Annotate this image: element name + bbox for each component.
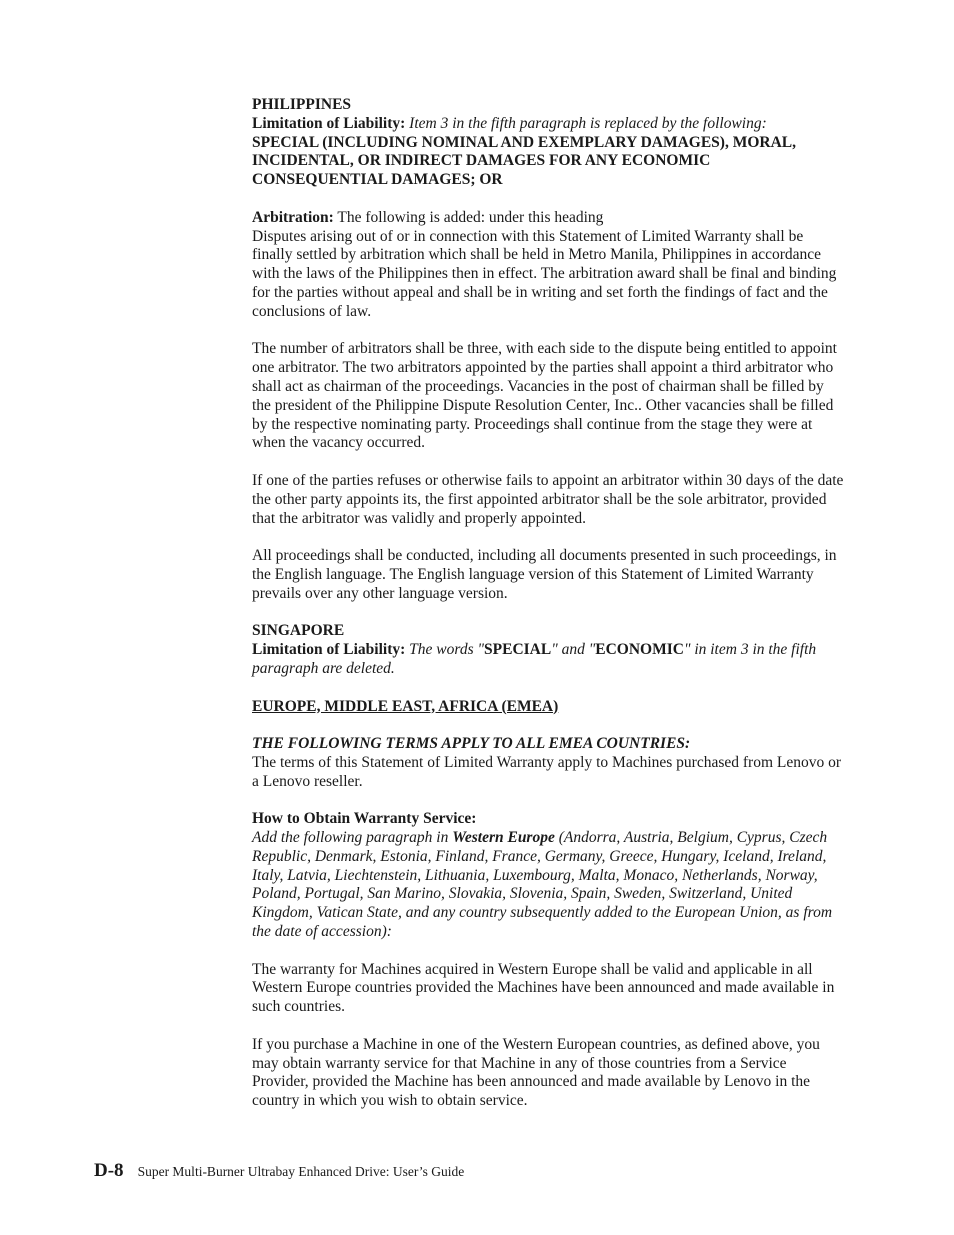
singapore-word-special: SPECIAL bbox=[484, 641, 552, 659]
footer-title: Super Multi-Burner Ultrabay Enhanced Drive: User’s Guide bbox=[137, 1164, 465, 1179]
emea-paragraph-1: The warranty for Machines acquired in Western Europe shall be valid and applicable in all Western Europe countries provided the Machines have been announced and made available in such countries. bbox=[252, 960, 835, 1016]
western-europe-term: Western Europe bbox=[452, 829, 555, 847]
page-number: D-8 bbox=[94, 1160, 124, 1181]
page-content bbox=[252, 96, 844, 1130]
singapore-text-2: " and " bbox=[551, 641, 596, 659]
arbitration-paragraph-3: If one of the parties refuses or otherwise fails to appoint an arbitrator within 30 days of the date the other party appoints its, the first appointed arbitrator shall be the sole arbitrator, provided that the arbitrator was validly and properly appointed. bbox=[252, 471, 844, 527]
arbitration-label: Arbitration: bbox=[252, 208, 334, 226]
warranty-service-heading: How to Obtain Warranty Service: bbox=[252, 810, 477, 828]
limitation-bold-text: SPECIAL (INCLUDING NOMINAL AND EXEMPLARY DAMAGES), MORAL, INCIDENTAL, OR INDIRECT DAMAGES FOR ANY ECONOMIC CONSEQUENTIAL DAMAGES; OR bbox=[252, 133, 796, 189]
section-heading-singapore: SINGAPORE bbox=[252, 622, 345, 640]
service-text-2: (Andorra, Austria, Belgium, Cyprus, Czech Republic, Denmark, Estonia, Finland, France, Germany, Greece, Hungary, Iceland, Ireland, Italy, Latvia, Liechtenstein, Lithuania, Luxembourg, Malta, Monaco, Netherlands, Norway, Poland, Portugal, San Marino, Slovakia, Slovenia, Spain, Sweden, Switzerland, United Kingdom, Vatican State, and any country subsequently added to the European Union, as from the date of accession): bbox=[252, 829, 833, 941]
arbitration-intro-text: The following is added: under this heading bbox=[337, 208, 604, 226]
emea-apply-heading: THE FOLLOWING TERMS APPLY TO ALL EMEA COUNTRIES: bbox=[252, 735, 691, 753]
section-heading-emea: EUROPE, MIDDLE EAST, AFRICA (EMEA) bbox=[252, 697, 559, 715]
arbitration-paragraph-2: The number of arbitrators shall be three, with each side to the dispute being entitled to appoint one arbitrator. The two arbitrators appointed by the parties shall appoint a third arbitrator who shall act as chairman of the proceedings. Vacancies in the post of chairman shall be filled by the president of the Philippine Dispute Resolution Center, Inc.. Other vacancies shall be filled by the respective nominating party. Proceedings shall continue from the stage they were at when the vacancy occurred. bbox=[252, 340, 837, 452]
arbitration-paragraph-1: Disputes arising out of or in connection with this Statement of Limited Warranty shall be finally settled by arbitration which shall be held in Metro Manila, Philippines in accordance with the laws of the Philippines then in effect. The arbitration award shall be final and binding for the parties without appeal and shall be in writing and set forth the findings of fact and the conclusions of law. bbox=[252, 227, 837, 320]
singapore-text-3: " in item 3 in the fifth paragraph are deleted. bbox=[252, 641, 817, 677]
service-text-1: Add the following paragraph in bbox=[252, 829, 453, 847]
emea-apply-text: The terms of this Statement of Limited Warranty apply to Machines purchased from Lenovo or a Lenovo reseller. bbox=[252, 753, 842, 790]
singapore-limitation-paragraph bbox=[252, 641, 844, 679]
arbitration-paragraph-4: All proceedings shall be conducted, including all documents presented in such proceedings, in the English language. The English language version of this Statement of Limited Warranty prevails over any other language version. bbox=[252, 547, 837, 602]
page-footer bbox=[94, 1160, 464, 1182]
philippines-limitation-paragraph bbox=[252, 115, 844, 190]
section-heading-philippines: PHILIPPINES bbox=[252, 96, 352, 113]
warranty-service-paragraph bbox=[252, 829, 844, 942]
arbitration-intro bbox=[252, 209, 844, 228]
limitation-label: Limitation of Liability: bbox=[252, 114, 406, 132]
singapore-text-1: The words " bbox=[409, 641, 485, 659]
emea-paragraph-2: If you purchase a Machine in one of the Western European countries, as defined above, you may obtain warranty service for that Machine in any of those countries from a Service Provider, provided the Machine has been announced and made available by Lenovo in the country in which you wish to obtain service. bbox=[252, 1035, 820, 1110]
limitation-text: Item 3 in the fifth paragraph is replaced by the following: bbox=[409, 114, 767, 132]
limitation-label: Limitation of Liability: bbox=[252, 641, 406, 659]
singapore-word-economic: ECONOMIC bbox=[595, 641, 684, 659]
